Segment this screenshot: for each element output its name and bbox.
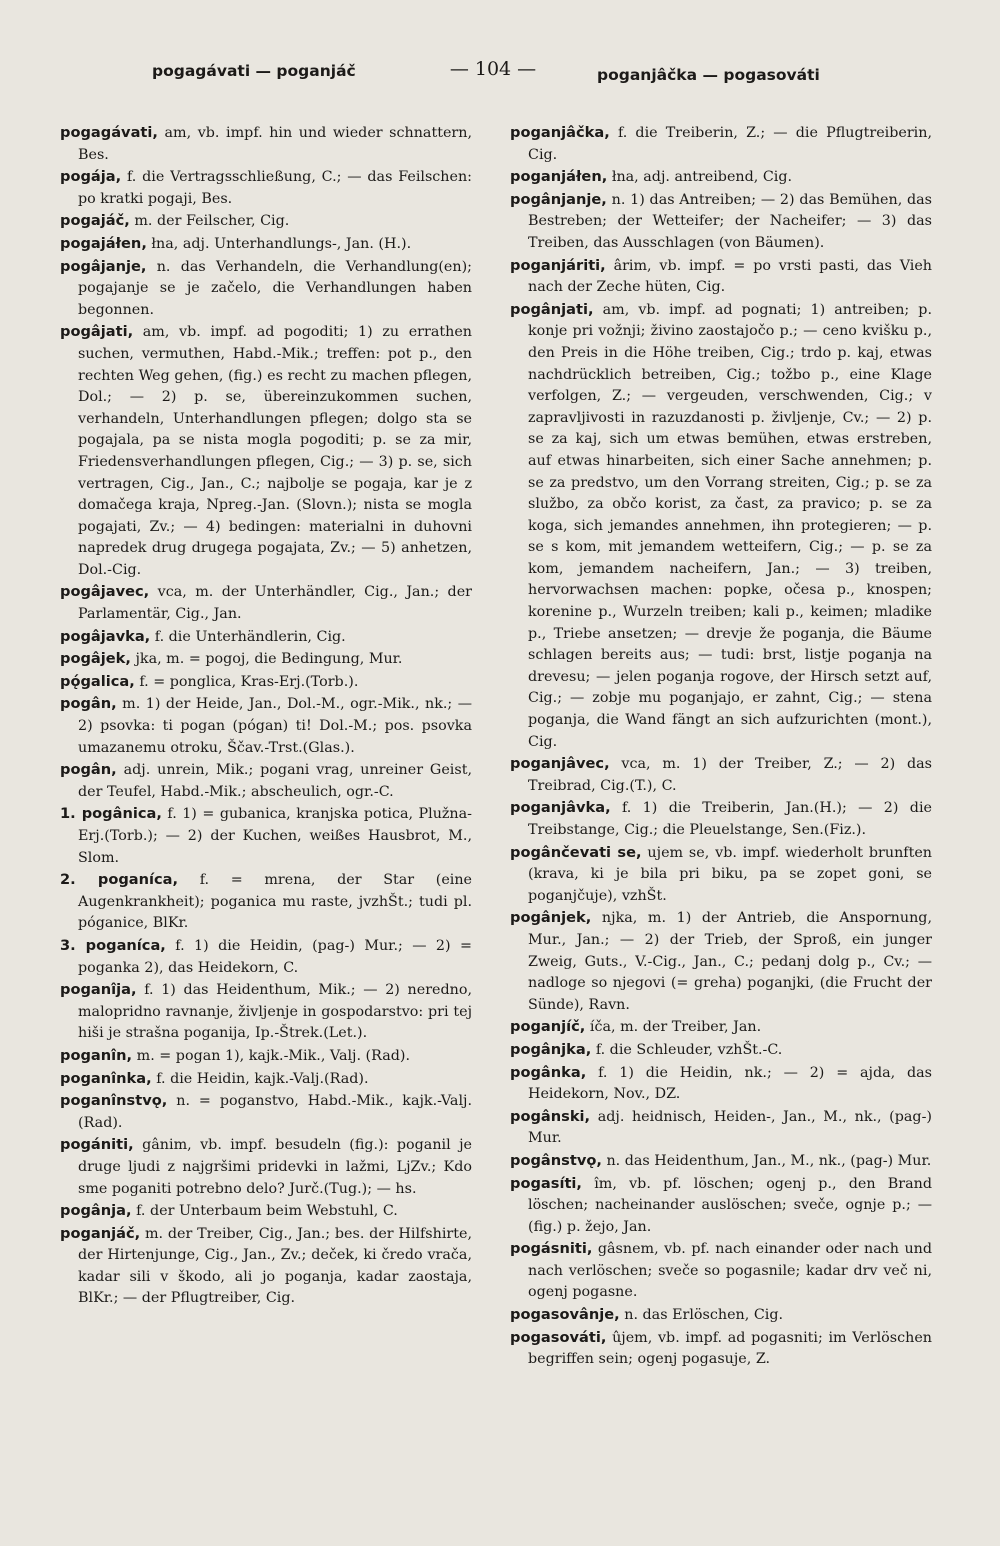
entry-headword: pogânjanje,	[510, 190, 607, 208]
dictionary-entry	[510, 299, 932, 753]
dictionary-entry	[60, 935, 472, 979]
entry-headword: pogânski,	[510, 1107, 591, 1125]
entry-definition: adj. unrein, Mik.; pogani vrag, unreiner Geist, der Teufel, Habd.-Mik.; abscheulich, ogr.-C.	[78, 762, 473, 800]
entry-headword: poganînstvǫ,	[60, 1092, 168, 1110]
dictionary-entry	[510, 122, 932, 166]
entry-definition: jka, m. = pogoj, die Bedingung, Mur.	[135, 651, 403, 668]
entry-definition: am, vb. impf. hin und wieder schnattern, Bes.	[78, 125, 472, 163]
entry-headword: 1. pogânica,	[60, 805, 162, 823]
dictionary-entry	[60, 233, 472, 256]
dictionary-entry	[510, 797, 932, 841]
dictionary-entry	[60, 1134, 472, 1200]
entry-definition: ârim, vb. impf. = po vrsti pasti, das Vieh nach der Zeche hüten, Cig.	[528, 257, 933, 296]
dictionary-entry	[60, 321, 472, 581]
dictionary-entry	[510, 1150, 932, 1173]
dictionary-entry	[60, 122, 472, 166]
entry-headword: poganjáłen,	[510, 168, 608, 186]
dictionary-entry	[60, 1068, 472, 1091]
dictionary-entry	[510, 255, 932, 299]
entry-headword: pogasíti,	[510, 1174, 582, 1192]
entry-headword: poganjáč,	[60, 1224, 141, 1242]
dictionary-entry	[60, 256, 472, 322]
entry-definition: m. der Treiber, Cig., Jan.; bes. der Hilfshirte, der Hirtenjunge, Cig., Jan., Zv.; deček, ki čredo vrača, kadar sili v škodo, ali jo poganja, kadar zaostaja, BlKr.; — der Pflugtreiber, Cig.	[78, 1225, 473, 1307]
entry-headword: pogagávati,	[60, 124, 158, 141]
dictionary-entry	[510, 753, 932, 797]
entry-definition: f. 1) die Treiberin, Jan.(H.); — 2) die Treibstange, Cig.; die Pleuelstange, Sen.(Fiz.).	[528, 800, 932, 838]
entry-definition: njka, m. 1) der Antrieb, die Anspornung, Mur., Jan.; — 2) der Trieb, der Sproß, ein junger Zweig, Guts., V.-Cig., Jan., C.; pedanj dolg p., Cv.; — nadloge so njegovi (= greha) poganjki, (die Frucht der Sünde), Ravn.	[528, 910, 932, 1013]
dictionary-entry	[510, 1062, 932, 1106]
entry-definition: ûjem, vb. impf. ad pogasniti; im Verlöschen begriffen sein; ogenj pogasuje, Z.	[528, 1329, 932, 1368]
header-left-guideword: pogagávati — poganjáč	[152, 62, 356, 80]
header-right-guideword: poganjâčka — pogasováti	[597, 66, 820, 84]
dictionary-entry	[60, 210, 472, 233]
entry-headword: pogâjanje,	[60, 257, 147, 275]
entry-headword: pogâjek,	[60, 650, 131, 668]
dictionary-entry	[510, 1304, 932, 1327]
entry-headword: pogajáłen,	[60, 234, 147, 252]
entry-definition: n. das Heidenthum, Jan., M., nk., (pag-) Mur.	[606, 1152, 932, 1169]
entry-headword: pogániti,	[60, 1136, 134, 1154]
entry-definition: ujem se, vb. impf. wiederholt brunften (krava, ki je bila pri biku, pa se zopet goni, se poganjčuje), vzhŠt.	[528, 844, 932, 904]
entry-headword: pogasováti,	[510, 1328, 607, 1346]
entry-headword: poganjâvka,	[510, 799, 611, 817]
dictionary-entry	[60, 869, 472, 935]
left-column	[60, 122, 472, 1310]
entry-headword: pogân,	[60, 761, 117, 779]
entry-headword: pogâjavka,	[60, 627, 151, 645]
entry-headword: pogasovânje,	[510, 1306, 620, 1324]
dictionary-entry	[510, 1327, 932, 1371]
entry-headword: pogâjati,	[60, 323, 134, 341]
entry-headword: pogajáč,	[60, 212, 130, 230]
entry-definition: f. die Schleuder, vzhŠt.-C.	[595, 1041, 783, 1058]
entry-definition: f. die Heidin, kajk.-Valj.(Rad).	[156, 1070, 369, 1087]
entry-definition: f. 1) das Heidenthum, Mik.; — 2) neredno, malopridno ravnanje, življenje in gospodarstvo: pri tej hiši je strašna poganija, Ip.-Štrek.(Let.).	[78, 982, 473, 1042]
dictionary-entry	[60, 803, 472, 869]
entry-definition: vca, m. der Unterhändler, Cig., Jan.; der Parlamentär, Cig., Jan.	[78, 584, 472, 623]
dictionary-entry	[60, 979, 472, 1045]
dictionary-entry	[60, 166, 472, 210]
page-number: — 104 —	[449, 58, 537, 80]
entry-headword: pogâjavec,	[60, 583, 150, 601]
entry-definition: am, vb. impf. ad pogoditi; 1) zu errathen suchen, vermuthen, Habd.-Mik.; treffen: pot p., den rechten Weg gehen, (fig.) es recht zu machen pflegen, Dol.; — 2) p. se, übereinzukommen suchen, verhandeln, Unterhandlungen pflegen; dolgo sta se pogajala, pa se nista mogla pogoditi; p. se za mir, Friedensverhandlungen pflegen, Cig.; — 3) p. se, sich vertragen, Cig., Jan., C.; najbolje se pogaja, kar je z domačega kraja, Npreg.-Jan. (Slovn.); nista se mogla pogajati, Zv.; — 4) bedingen: materialni in duhovni napredek drug drugega pogajata, Zv.; — 5) anhetzen, Dol.-Cig.	[78, 324, 472, 578]
entry-headword: pogânčevati se,	[510, 843, 642, 861]
dictionary-entry	[510, 189, 932, 255]
entry-definition: n. das Verhandeln, die Verhandlung(en); pogajanje se je začelo, die Verhandlungen haben begonnen.	[78, 258, 472, 318]
dictionary-entry	[60, 1045, 472, 1068]
entry-definition: f. 1) die Heidin, nk.; — 2) = ajda, das Heidekorn, Nov., DZ.	[528, 1064, 933, 1103]
dictionary-entry	[60, 648, 472, 671]
entry-headword: pogânjka,	[510, 1040, 592, 1058]
entry-definition: f. 1) = gubanica, kranjska potica, Plužna-Erj.(Torb.); — 2) der Kuchen, weißes Hausbrot, M., Slom.	[78, 806, 472, 866]
entry-definition: n. das Erlöschen, Cig.	[624, 1307, 784, 1324]
running-head	[0, 58, 1000, 88]
entry-definition: f. der Unterbaum beim Webstuhl, C.	[136, 1203, 398, 1220]
entry-definition: m. = pogan 1), kajk.-Mik., Valj. (Rad).	[136, 1047, 411, 1064]
entry-definition: gâsnem, vb. pf. nach einander oder nach und nach verlöschen; sveče so pogasnile; kadar drv več ni, ogenj pogasne.	[528, 1241, 933, 1301]
entry-headword: pogânjati,	[510, 300, 594, 318]
entry-headword: poganîja,	[60, 981, 137, 999]
dictionary-entry	[510, 842, 932, 908]
entry-definition: łna, adj. Unterhandlungs-, Jan. (H.).	[151, 235, 412, 252]
entry-definition: f. die Unterhändlerin, Cig.	[154, 628, 346, 645]
entry-headword: poganîn,	[60, 1046, 133, 1064]
entry-definition: n. 1) das Antreiben; — 2) das Bemühen, das Bestreben; der Wetteifer; der Nacheifer; — 3) das Treiben, das Ausschlagen (von Bäumen).	[528, 191, 933, 251]
dictionary-entry	[510, 166, 932, 189]
entry-definition: f. die Treiberin, Z.; — die Pflugtreiberin, Cig.	[528, 125, 933, 163]
dictionary-entry	[60, 1223, 472, 1310]
entry-definition: f. = ponglica, Kras-Erj.(Torb.).	[139, 673, 359, 690]
right-column	[510, 122, 932, 1371]
entry-definition: f. = mrena, der Star (eine Augenkrankheit); poganica mu raste, jvzhŠt.; tudi pl. póganice, BlKr.	[78, 872, 473, 932]
dictionary-entry	[60, 671, 472, 694]
entry-definition: f. 1) die Heidin, (pag-) Mur.; — 2) = poganka 2), das Heidekorn, C.	[78, 937, 472, 976]
dictionary-entry	[60, 1090, 472, 1134]
dictionary-entry	[510, 1238, 932, 1304]
dictionary-entry	[510, 907, 932, 1016]
entry-headword: poganînka,	[60, 1069, 152, 1087]
entry-headword: poganjáriti,	[510, 256, 606, 274]
entry-definition: f. die Vertragsschließung, C.; — das Feilschen: po kratki pogaji, Bes.	[78, 169, 472, 207]
dictionary-entry	[510, 1106, 932, 1150]
entry-headword: pogásniti,	[510, 1240, 593, 1258]
entry-headword: pogânstvǫ,	[510, 1151, 602, 1169]
entry-definition: am, vb. impf. ad pognati; 1) antreiben; p. konje pri vožnji; živino zaostajočo p.; — ceno kvišku p., den Preis in die Höhe treiben, Cig.; trdo p. kaj, etwas nachdrücklich betreiben, Cig.; tožbo p., eine Klage verfolgen, Z.; — vergeuden, verschwenden, Cig.; v zapravljivosti in razuzdanosti p. življenje, Cv.; — 2) p. se za kaj, sich um etwas bemühen, etwas erstreben, auf etwas hinarbeiten, sich einer Sache annehmen; p. se za predstvo, um den Vorrang streiten, Cig.; p. se za službo, za občo korist, za čast, za pravico; p. se za koga, sich jemandes annehmen, ihn protegieren; — p. se s kom, mit jemandem wetteifern, Cig.; — p. se za kom, jemandem nacheifern, Jan.; — 3) treiben, hervorwachsen machen: popke, očesa p., knospen; korenine p., Wurzeln treiben; kali p., keimen; mladike p., Triebe ansetzen; — drevje že poganja, die Bäume schlagen bereits aus; — tudi: brst, listje poganja na drevesu; — jelen poganja rogove, der Hirsch setzt auf, Cig.; — zobje mu poganjajo, er zahnt, Cig.; — stena poganja, die Wand fängt an sich aufzurichten (mont.), Cig.	[528, 301, 933, 750]
dictionary-entry	[510, 1039, 932, 1062]
dictionary-entry	[60, 581, 472, 625]
dictionary-entry	[60, 1200, 472, 1223]
entry-definition: gânim, vb. impf. besudeln (fig.): poganil je druge ljudi z najgršimi pridevki in lažmi, LjZv.; Kdo sme poganiti potrebno delo? Jurč.(Tug.); — hs.	[78, 1137, 472, 1197]
entry-definition: îm, vb. pf. löschen; ogenj p., den Brand löschen; nacheinander auslöschen; sveče, ognje p.; — (fig.) p. žejo, Jan.	[528, 1175, 932, 1235]
dictionary-entry	[60, 759, 472, 803]
dictionary-entry	[60, 693, 472, 759]
entry-headword: poganjâvec,	[510, 755, 610, 773]
entry-headword: poganjâčka,	[510, 124, 610, 141]
entry-headword: poganjíč,	[510, 1018, 586, 1036]
dictionary-entry	[60, 626, 472, 649]
entry-headword: pogája,	[60, 168, 122, 186]
entry-headword: pǫ́galica,	[60, 672, 135, 690]
entry-headword: pogânka,	[510, 1063, 587, 1081]
entry-headword: 3. poganíca,	[60, 936, 166, 954]
entry-headword: pogânja,	[60, 1202, 132, 1220]
dictionary-entry	[510, 1173, 932, 1239]
entry-definition: adj. heidnisch, Heiden-, Jan., M., nk., (pag-) Mur.	[528, 1108, 932, 1147]
entry-definition: n. = poganstvo, Habd.-Mik., kajk.-Valj.(Rad).	[78, 1093, 472, 1131]
entry-headword: 2. poganíca,	[60, 871, 179, 889]
entry-headword: pogânjek,	[510, 909, 592, 927]
entry-definition: íča, m. der Treiber, Jan.	[589, 1019, 762, 1036]
entry-definition: vca, m. 1) der Treiber, Z.; — 2) das Treibrad, Cig.(T.), C.	[528, 756, 932, 794]
entry-definition: m. 1) der Heide, Jan., Dol.-M., ogr.-Mik., nk.; — 2) psovka: ti pogan (pógan) ti! Dol.-M.; pos. psovka umazanemu otroku, Ščav.-Trst.(Glas.).	[78, 696, 472, 756]
entry-definition: m. der Feilscher, Cig.	[134, 213, 290, 230]
entry-headword: pogân,	[60, 695, 117, 713]
entry-definition: łna, adj. antreibend, Cig.	[611, 169, 793, 186]
dictionary-entry	[510, 1016, 932, 1039]
